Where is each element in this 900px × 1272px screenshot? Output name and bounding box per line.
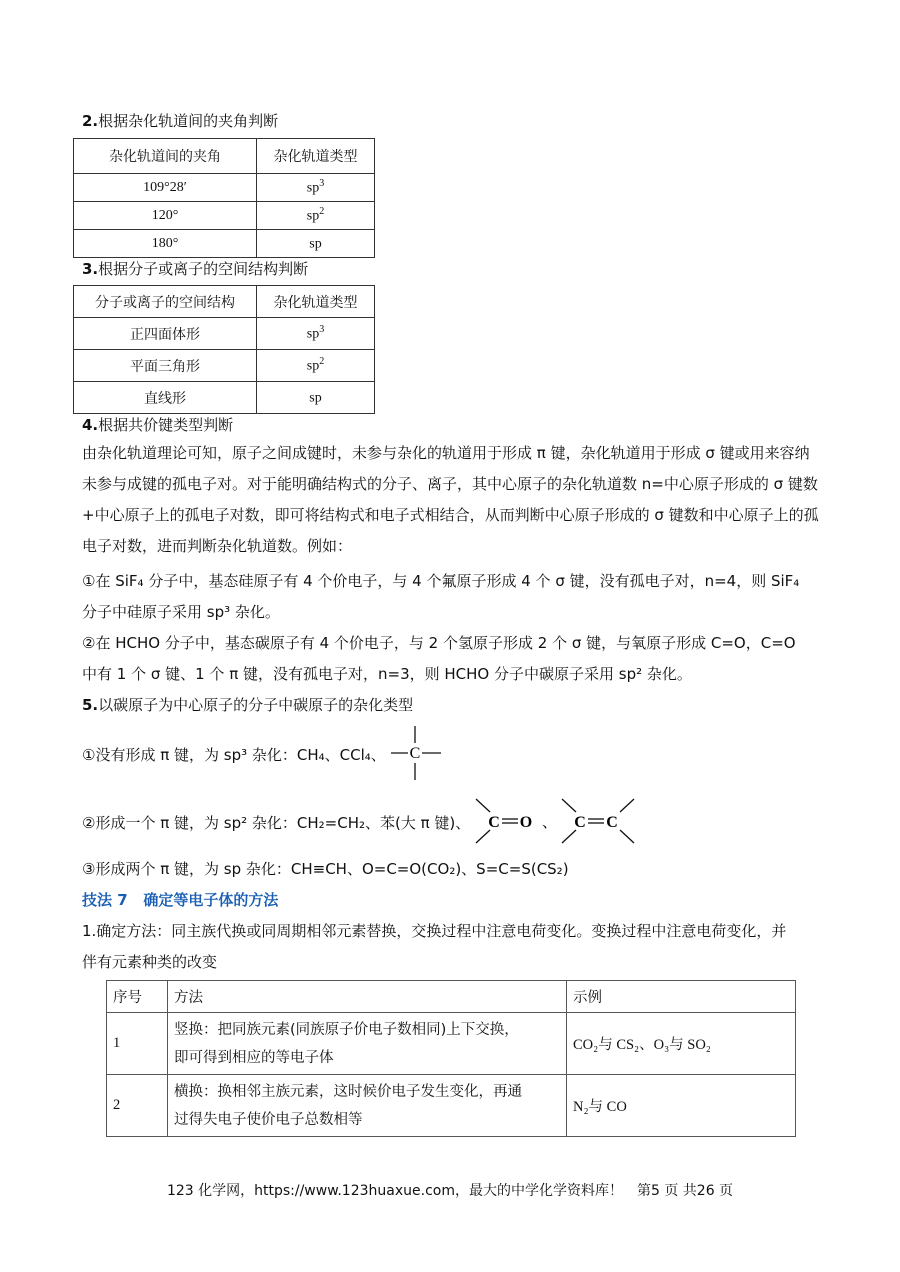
sec5-item-3: ③形成两个 π 键，为 sp 杂化：CH≡CH、O=C=O(CO₂)、S=C=S(CS₂)	[82, 860, 569, 878]
section-3-heading: 3.根据分子或离子的空间结构判断	[82, 260, 309, 278]
structure-separator: 、	[542, 813, 558, 831]
table-row: 正四面体形 $sp^3$	[74, 318, 375, 350]
section-4-paragraph: 由杂化轨道理论可知，原子之间成键时，未参与杂化的轨道用于形成 π 键，杂化轨道用于形成 σ 键或用来容纳未参与成键的孤电子对。对于能明确结构式的分子、离子，其中心原子的杂化轨道数 n=中心原子形成的 σ 键数+中心原子上的孤电子对数，即可将结构式和电子式相结合，从而判断中心原子形成的 σ 键数和中心原子上的孤电子对数，进而判断杂化轨道数。例如：	[82, 444, 819, 555]
section-5-heading: 5.以碳原子为中心原子的分子中碳原子的杂化类型	[82, 696, 414, 714]
carbonyl-oxygen: O	[519, 814, 533, 831]
page-footer: 123 化学网，https://www.123huaxue.com，最大的中学化学资料库！ 第5 页 共26 页	[166, 1183, 734, 1199]
carbon-label: C	[409, 745, 421, 762]
table-header-method: 方法	[168, 981, 567, 1013]
sec5-item-2: ②形成一个 π 键，为 sp² 杂化：CH₂=CH₂、苯(大 π 键)、	[82, 814, 471, 832]
angle-table	[73, 138, 375, 258]
alkene-carbon-1: C	[574, 814, 586, 831]
section-2-heading: 2.根据杂化轨道间的夹角判断	[82, 112, 279, 130]
method-line-1: 1.确定方法：同主族代换或同周期相邻元素替换，交换过程中注意电荷变化。变换过程中注意电荷变化，并	[82, 922, 787, 940]
table-header-example: 示例	[567, 981, 796, 1013]
table-row: 平面三角形 $sp^2$	[74, 350, 375, 382]
table-row: 直线形 sp	[74, 382, 375, 414]
table-row: 180° sp	[74, 230, 375, 258]
tetrahedral-carbon-structure	[388, 723, 444, 783]
table-row: 120° $sp^2$	[74, 202, 375, 230]
example-2-line-2: 中有 1 个 σ 键、1 个 π 键，没有孤电子对，n=3，则 HCHO 分子中碳原子采用 sp² 杂化。	[82, 665, 692, 683]
structure-table	[73, 285, 375, 414]
isoelectronic-method-table	[106, 980, 796, 1137]
method-line-2: 伴有元素种类的改变	[82, 953, 218, 971]
alkene-carbon-2: C	[606, 814, 618, 831]
technique-7-heading: 技法 7 确定等电子体的方法	[82, 891, 279, 909]
carbonyl-carbon: C	[488, 814, 500, 831]
table-row: 109°28′ $sp^3$	[74, 174, 375, 202]
table-row: 1 竖换：把同族元素(同族原子价电子数相同)上下交换， 即可得到相应的等电子体 CO₂与 CS₂、O₃与 SO₂	[107, 1013, 796, 1075]
example-1-line-2: 分子中硅原子采用 sp³ 杂化。	[82, 603, 280, 621]
sec5-item-1: ①没有形成 π 键，为 sp³ 杂化：CH₄、CCl₄、	[82, 746, 386, 764]
structure-table-header-type: 杂化轨道类型	[257, 286, 375, 318]
example-2-line-1: ②在 HCHO 分子中，基态碳原子有 4 个价电子，与 2 个氢原子形成 2 个 σ 键，与氧原子形成 C=O，C=O	[82, 634, 796, 652]
angle-table-header-angle: 杂化轨道间的夹角	[74, 139, 257, 174]
section-4-heading: 4.根据共价键类型判断	[82, 416, 234, 434]
structure-table-header-structure: 分子或离子的空间结构	[74, 286, 257, 318]
table-header-no: 序号	[107, 981, 168, 1013]
example-1-line-1: ①在 SiF₄ 分子中，基态硅原子有 4 个价电子，与 4 个氟原子形成 4 个 σ 键，没有孤电子对，n=4，则 SiF₄	[82, 572, 800, 590]
table-row: 2 横换：换相邻主族元素，这时候价电子发生变化，再通 过得失电子使价电子总数相等 N₂与 CO	[107, 1075, 796, 1137]
angle-table-header-type: 杂化轨道类型	[257, 139, 375, 174]
carbonyl-and-alkene-structures	[470, 795, 640, 847]
